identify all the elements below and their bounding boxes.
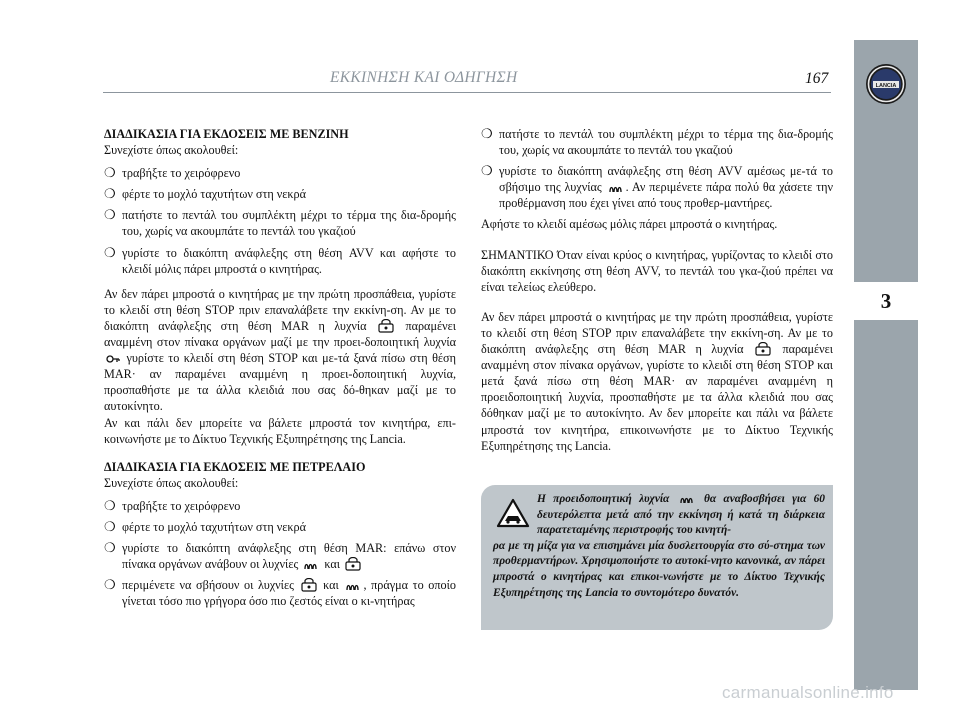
bullet-mark: ❍ <box>104 497 116 513</box>
glow-plug-icon <box>345 582 361 592</box>
lancia-logo-icon <box>865 63 907 105</box>
header-title: ΕΚΚΙΝΗΣΗ ΚΑΙ ΟΔΗΓΗΣΗ <box>330 69 518 86</box>
page-number: 167 <box>805 70 829 87</box>
immobilizer-lamp-icon <box>755 342 771 356</box>
list-item: ❍ γυρίστε το διακόπτη ανάφλεξης στη θέση MAR: επάνω στον πίνακα οργάνων ανάβουν οι λυχνίες και <box>104 540 456 572</box>
warning-text: Η προειδοποιητική λυχνία θα αναβοσβήσει για 60 δευτερόλεπτα μετά από την εκκίνηση ή κατά τη διάρκεια παρατεταμένης περιστροφής του κινητή- ρα με τη μίζα για να επισημάνει μία δυσλειτουργία στο σύ-στημα των προθερμαντήρων. Χρησιμοποιήστε το αυτοκί-νητο κανονικά, αν πάρει μπροστά ο κινητήρας και επικοι-νωνήστε με το Δίκτυο Τεχνικής Εξυπηρέτησης της Lancia το συντομότερο δυνατόν. <box>537 492 825 601</box>
bullet-mark: ❍ <box>104 165 116 181</box>
list-item: ❍ γυρίστε το διακόπτη ανάφλεξης στη θέση AVV αμέσως με-τά το σβήσιμο της λυχνίας . Αν περιμένετε πάρα πολύ θα χάσετε την προθέρμανση που έχει γίνει από τους προθερ-μαντήρες. <box>481 163 833 211</box>
bullet-mark: ❍ <box>481 126 493 141</box>
bullet-mark: ❍ <box>104 540 116 556</box>
bullet-mark: ❍ <box>481 163 493 179</box>
paragraph: Αν και πάλι δεν μπορείτε να βάλετε μπροστά τον κινητήρα, επι-κοινωνήστε με το Δίκτυο Τεχνικής Εξυπηρέτησης της Lancia. <box>104 415 456 446</box>
paragraph: ΣΗΜΑΝΤΙΚΟ Όταν είναι κρύος ο κινητήρας, γυρίζοντας το κλειδί στο διακόπτη εκκίνησης στη θέση AVV, το πεντάλ του γκα-ζιού πρέπει να είναι τελείως ελεύθερο. <box>481 247 833 294</box>
right-column <box>481 126 833 454</box>
warning-text-full-width: ρα με τη μίζα για να επισημάνει μία δυσλειτουργία στο σύ-στημα των προθερμαντήρων. Χρησιμοποιήστε το αυτοκί-νητο κανονικά, αν πάρει μπροστά ο κινητήρας και επικοι-νωνήστε με το Δίκτυο Τεχνικής Εξυπηρέτησης της Lancia το συντομότερο δυνατόν. <box>493 539 825 599</box>
key-icon <box>106 353 120 365</box>
immobilizer-lamp-icon <box>378 319 394 333</box>
section2-intro: Συνεχίστε όπως ακολουθεί: <box>104 475 239 490</box>
chapter-number: 3 <box>880 289 892 313</box>
list-item: ❍ πατήστε το πεντάλ του συμπλέκτη μέχρι το τέρμα της δια-δρομής του, χωρίς να ακουμπάτε το πεντάλ του γκαζιού <box>481 126 833 158</box>
glow-plug-icon <box>679 495 695 505</box>
bullet-mark: ❍ <box>104 207 116 223</box>
paragraph: Αν δεν πάρει μπροστά ο κινητήρας με την πρώτη προσπάθεια, γυρίστε το κλειδί στη θέση STOP πριν επαναλάβετε την εκκίνη-ση. Αν με το διακόπτη ανάφλεξης στη θέση MAR η λυχνία παραμένει αναμμένη στον πίνακα οργάνων μαζί με την προει-δοποιητική λυχνία γυρίστε το κλειδί στη θέση STOP και με-τά ξανά πίσω στη θέση MAR· αν παραμένει αναμμένη η προει-δοποιητική λυχνία, προσπαθήστε με τα άλλα κλειδιά που σας δό-θηκαν μαζί με το αυτοκίνητο. <box>104 286 457 414</box>
immobilizer-lamp-icon <box>345 557 361 571</box>
immobilizer-lamp-icon <box>301 578 317 592</box>
list-item: ❍ τραβήξτε το χειρόφρενο <box>104 497 241 513</box>
paragraph: Αφήστε το κλειδί αμέσως μόλις πάρει μπροστά ο κινητήρας. <box>481 217 778 232</box>
glow-plug-icon <box>608 184 624 194</box>
section2-heading: ΔΙΑΔΙΚΑΣΙΑ ΓΙΑ ΕΚΔΟΣΕΙΣ ΜΕ ΠΕΤΡΕΛΑΙΟ <box>104 459 366 474</box>
bullet-mark: ❍ <box>104 244 116 260</box>
list-item: ❍ περιμένετε να σβήσουν οι λυχνίες και , πράγμα το οποίο γίνεται τόσο πιο γρήγορα όσο πιο ζεστός είναι ο κι-νητήρας <box>104 577 457 609</box>
header-rule <box>103 92 831 93</box>
warning-triangle-icon <box>496 498 530 528</box>
list-item: ❍ πατήστε το πεντάλ του συμπλέκτη μέχρι το τέρμα της δια-δρομής του, χωρίς να ακουμπάτε το πεντάλ του γκαζιού <box>104 207 456 239</box>
side-tab <box>854 40 918 690</box>
glow-plug-icon <box>303 561 319 571</box>
left-column <box>104 126 456 614</box>
bullet-mark: ❍ <box>104 186 116 202</box>
section1-intro: Συνεχίστε όπως ακολουθεί: <box>104 143 239 158</box>
bullet-mark: ❍ <box>104 518 116 534</box>
bullet-mark: ❍ <box>104 577 116 593</box>
paragraph: Αν δεν πάρει μπροστά ο κινητήρας με την πρώτη προσπάθεια, γυρίστε το κλειδί στη θέση STOP πριν επαναλάβετε την εκκίνη-ση. Αν με το διακόπτη ανάφλεξης στη θέση MAR η λυχνία παραμένει αναμμένη στον πίνακα οργάνων, γυρίστε το κλειδί στη θέση STOP και μετά ξανά πίσω στη θέση MAR· αν παραμένει αναμμένη η προειδοποιητική λυχνία, προσπαθήστε με τα άλλα κλειδιά που σας δόθηκαν μαζί με το αυτοκίνητο. Αν δεν μπορείτε και πάλι να βάλετε μπροστά τον κινητήρα, επικοινωνήστε με το Δίκτυο Τεχνικής Εξυπηρέτησης της Lancia. <box>481 309 834 453</box>
logo-text: LANCIA <box>875 83 897 89</box>
list-item: ❍ τραβήξτε το χειρόφρενο <box>104 165 241 181</box>
list-item: ❍ γυρίστε το διακόπτη ανάφλεξης στη θέση AVV και αφήστε το κλειδί μόλις πάρει μπροστά ο κινητήρας. <box>104 244 456 276</box>
section1-heading: ΔΙΑΔΙΚΑΣΙΑ ΓΙΑ ΕΚΔΟΣΕΙΣ ΜΕ ΒΕΝΖΙΝΗ <box>104 127 349 141</box>
list-item: ❍ φέρτε το μοχλό ταχυτήτων στη νεκρά <box>104 186 307 202</box>
watermark: carmanualsonline.info <box>722 683 894 702</box>
list-item: ❍ φέρτε το μοχλό ταχυτήτων στη νεκρά <box>104 518 307 534</box>
